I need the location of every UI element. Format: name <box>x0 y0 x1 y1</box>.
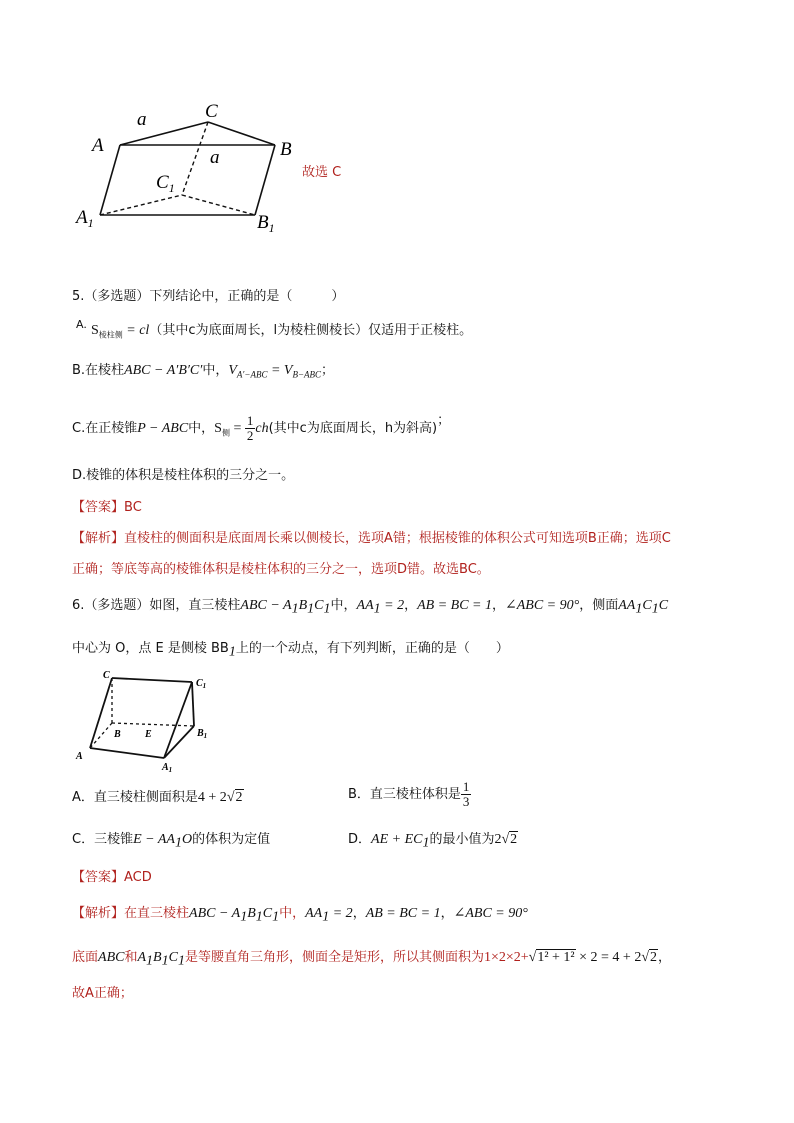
q5-option-c: C.在正棱锥P − ABC中，$S_侧$ = $\frac{1}{2}$ ch(其中c为底面周长，h为斜高)； <box>72 413 451 443</box>
fig1-caption: 故选 C <box>302 165 342 180</box>
fig2-label-C: C <box>103 670 110 681</box>
q6-option-c: C．三棱锥$E - AA_1O$的体积为定值 <box>72 832 271 851</box>
q5-answer: 【答案】BC <box>72 500 142 515</box>
q6-answer: 【答案】ACD <box>72 870 152 885</box>
q5-analysis-2: 正确；等底等高的棱锥体积是棱柱体积的三分之一，选项D错。故选BC。 <box>72 562 490 577</box>
label-a-top: a <box>137 109 147 130</box>
label-A: A <box>92 135 104 156</box>
label-A1: $A_1$ <box>76 207 94 230</box>
label-B1: $B_1$ <box>257 212 275 235</box>
prism-figure-1 <box>70 95 310 240</box>
fig2-label-E: E <box>145 729 152 740</box>
q6-option-a: A．直三棱柱侧面积是4 + 2√2 <box>72 790 243 805</box>
label-C1: $C_1$ <box>156 172 175 195</box>
q6-stem-line2: 中心为 O，点 E 是侧棱 $BB_1$上的一个动点，有下列判断，正确的是（ ） <box>72 641 509 660</box>
q6-option-b: B．直三棱柱体积是 $\frac{1}{3}$ <box>348 779 470 809</box>
fig2-label-C1: $C_1$ <box>196 678 207 690</box>
q6-analysis-line3: 故A正确； <box>72 986 133 1001</box>
q5-option-d: D.棱锥的体积是棱柱体积的三分之一。 <box>72 468 295 483</box>
q6-stem-line1: 6.（多选题）如图，直三棱柱ABC − $A_1B_1C_1$中，$AA_1 = 2$，AB = BC = 1，∠ABC = 90°，侧面$AA_1C_1C$ <box>72 598 669 617</box>
fig2-label-B1: $B_1$ <box>197 728 208 740</box>
q5-option-b: B.在棱柱ABC − A′B′C′中，$V_{A'-ABC} = V_{B-ABC}$； <box>72 363 335 380</box>
prism-figure-2 <box>68 668 218 778</box>
q6-analysis-line2: 底面ABC和$A_1B_1C_1$是等腰直角三角形，侧面全是矩形，所以其侧面积为1×2×2+√1² + 1² × 2 = 4 + 2√2， <box>72 950 672 969</box>
q5-option-a: $^{A.}$ $S_{棱柱侧} = cl$（其中c为底面周长，l为棱柱侧棱长）仅适用于正棱柱。 <box>76 318 473 340</box>
fig2-label-A: A <box>76 751 83 762</box>
q5-analysis-1: 【解析】直棱柱的侧面积是底面周长乘以侧棱长，选项A错；根据棱锥的体积公式可知选项B正确；选项C <box>72 531 671 546</box>
label-B: B <box>280 139 292 160</box>
fig2-label-B: B <box>114 729 121 740</box>
label-C: C <box>205 101 218 122</box>
q6-option-d: D．AE + $EC_1$的最小值为2√2 <box>348 832 518 851</box>
q6-analysis-line1: 【解析】在直三棱柱ABC − $A_1B_1C_1$中，$AA_1 = 2$，AB = BC = 1，∠ABC = 90° <box>72 906 528 925</box>
q5-stem: 5.（多选题）下列结论中，正确的是（ ） <box>72 289 345 304</box>
label-a-mid: a <box>210 147 220 168</box>
fig2-label-A1: $A_1$ <box>162 762 173 774</box>
